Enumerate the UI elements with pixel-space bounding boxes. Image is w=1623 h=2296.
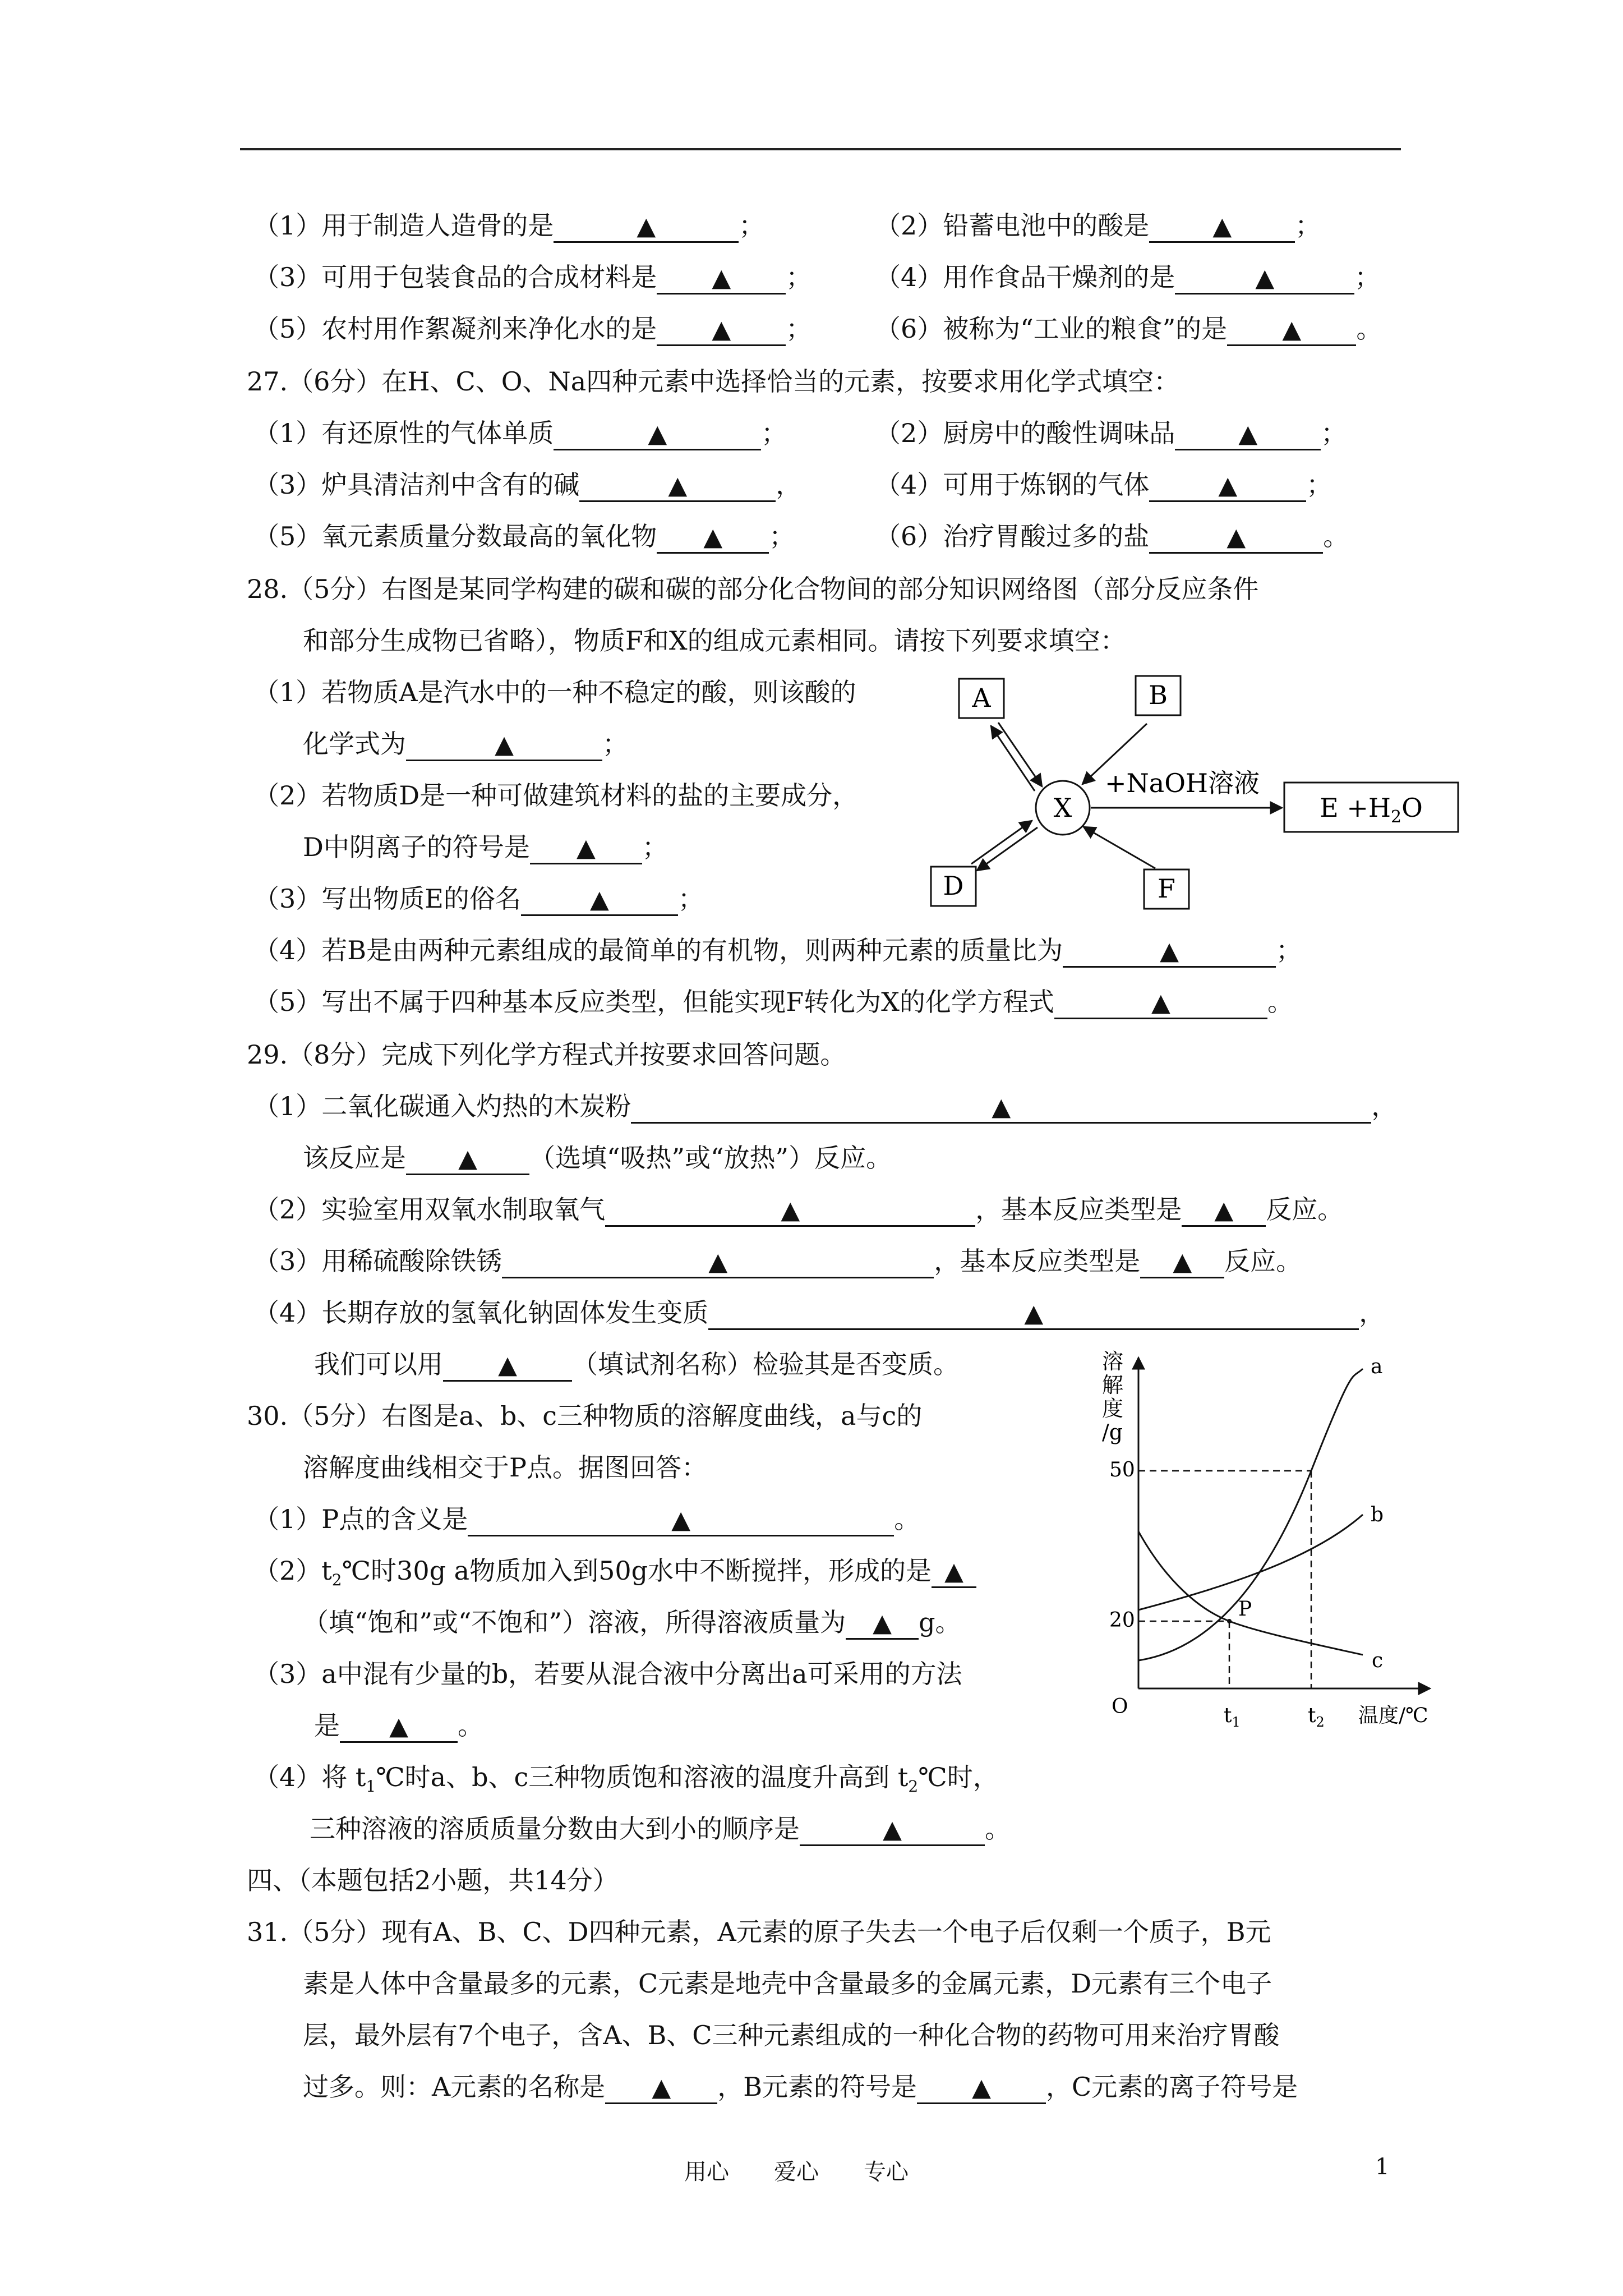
answer-blank[interactable]: ▲ [468,1504,894,1536]
answer-blank[interactable]: ▲ [1063,936,1276,968]
q28-item-4: （4）若B是由两种元素组成的最简单的有机物，则两种元素的质量比为 ▲ ； [253,933,1302,968]
q27-item-2: （2）厨房中的酸性调味品 ▲ ； [875,416,1347,450]
answer-blank[interactable]: ▲ [1149,522,1323,554]
arrow-a-x [998,723,1042,786]
q27-item-4: （4）可用于炼钢的气体 ▲ ； [875,468,1332,502]
q28-item-1a: （1）若物质A是汽水中的一种不稳定的酸，则该酸的 [253,677,856,707]
q29-item-3: （3）用稀硫酸除铁锈 ▲ ，基本反应类型是 ▲ 反应。 [253,1244,1302,1278]
footer-text-1: 用心 [684,2159,729,2185]
section-4-heading: 四、（本题包括2小题，共14分） [247,1865,619,1895]
svg-text:F: F [1158,873,1175,904]
intersection-label-p: P [1238,1598,1252,1621]
arrow-x-a [991,726,1035,791]
q28-item-5: （5）写出不属于四种基本反应类型，但能实现F转化为X的化学方程式 ▲ 。 [253,985,1293,1019]
q30-item-4b: 三种溶液的溶质质量分数由大到小的顺序是 ▲ 。 [310,1812,1011,1846]
svg-text:D: D [943,871,964,901]
svg-text:X: X [1053,793,1072,823]
q29-item-4a: （4）长期存放的氢氧化钠固体发生变质 ▲ ， [253,1296,1385,1330]
answer-blank[interactable]: ▲ [708,1298,1359,1330]
node-f [1144,869,1189,909]
node-e-water [1284,783,1458,832]
q30-item-2a: $(2)t_2℃$时30g a物质加入到50g水中不断搅拌，形成的是 ▲ [253,1554,976,1597]
q30-item-4a: （4）将 $t_1℃$时a、b、c三种物质饱和溶液的温度升高到 $t_2℃$时， [253,1762,999,1796]
q28-item-2b: D中阴离子的符号是 ▲ ； [303,830,668,864]
page-number: 1 [1375,2154,1390,2180]
answer-blank[interactable]: ▲ [1149,470,1306,502]
q29-item-1b: 该反应是 ▲ （选填“吸热”或“放热”）反应。 [303,1141,892,1175]
answer-blank[interactable]: ▲ [657,522,769,554]
reagent-label: +NaOH溶液 [1105,768,1260,798]
arrow-f-x [1083,827,1155,868]
x-tick-t2: $t_2$ [1308,1704,1325,1730]
q29-item-2: （2）实验室用双氧水制取氧气 ▲ ，基本反应类型是 ▲ 反应。 [253,1193,1343,1227]
q30-item-2b: （填“饱和”或“不饱和”）溶液，所得溶液质量为 ▲ g。 [303,1605,961,1640]
arrow-d-x [971,821,1032,864]
origin-label: O [1112,1695,1128,1718]
series-label-b: b [1371,1503,1384,1526]
q28-item-3: （3）写出物质E的俗名 ▲ ； [253,882,704,916]
svg-text:B: B [1149,680,1168,710]
answer-blank[interactable]: ▲ [1182,1195,1266,1227]
answer-blank[interactable]: ▲ [605,2072,717,2104]
x-tick-t1: $t_1$ [1224,1704,1241,1730]
answer-blank[interactable]: ▲ [406,729,602,761]
answer-blank[interactable]: ▲ [530,832,642,864]
series-label-c: c [1372,1649,1384,1672]
q26-item-6: （6）被称为“工业的粮食”的是 ▲ 。 [875,312,1382,346]
q27-item-5: （5）氧元素质量分数最高的氧化物 ▲ ； [253,519,795,554]
node-b [1136,676,1181,715]
carbon-network-diagram [920,662,1469,920]
node-x [1036,781,1090,835]
q30-item-1: （1）P点的含义是 ▲ 。 [253,1502,920,1536]
answer-blank[interactable]: ▲ [340,1711,458,1743]
answer-blank[interactable]: ▲ [657,263,786,295]
answer-blank[interactable]: ▲ [605,1195,975,1227]
answer-blank[interactable]: ▲ [657,314,786,346]
answer-blank[interactable]: ▲ [1175,263,1354,295]
q29-item-1a: （1）二氧化碳通入灼热的木炭粉 ▲ ， [253,1089,1397,1124]
q28-title: 28.（5分）右图是某同学构建的碳和碳的部分化合物间的部分知识网络图（部分反应条件 [247,574,1259,604]
intersection-point-p [1227,1619,1232,1623]
answer-blank[interactable]: ▲ [554,418,761,450]
answer-blank[interactable]: ▲ [1175,418,1321,450]
q28-item-1b: 化学式为 ▲ ； [303,727,628,761]
series-b-curve [1138,1515,1363,1610]
chart-guides [1138,1471,1311,1688]
answer-blank[interactable]: ▲ [521,884,678,916]
q29-item-4b: 我们可以用 ▲ （填试剂名称）检验其是否变质。 [314,1347,959,1382]
y-tick-50: 50 [1109,1458,1135,1481]
q30-item-3a: （3）a中混有少量的b，若要从混合液中分离出a可采用的方法 [253,1659,962,1689]
y-tick-20: 20 [1109,1609,1135,1632]
x-axis-label: 温度/℃ [1358,1704,1428,1727]
series-label-a: a [1371,1355,1383,1378]
q26-item-1: （1）用于制造人造骨的是 ▲ ； [253,209,764,243]
q30-title-cont: 溶解度曲线相交于P点。据图回答： [303,1452,707,1483]
answer-blank[interactable]: ▲ [631,1092,1371,1124]
answer-blank[interactable]: ▲ [1227,314,1356,346]
answer-blank[interactable]: ▲ [1140,1246,1224,1278]
answer-blank[interactable]: ▲ [443,1350,572,1382]
svg-text:A: A [972,683,991,713]
header-rule [240,148,1401,150]
q26-item-2: （2）铅蓄电池中的酸是 ▲ ； [875,209,1321,243]
q31-line-3: 层，最外层有7个电子，含A、B、C三种元素组成的一种化合物的药物可用来治疗胃酸 [303,2020,1280,2050]
q31-line-1: 31.（5分）现有A、B、C、D四种元素，A元素的原子失去一个电子后仅剩一个质子，B元 [247,1917,1271,1947]
answer-blank[interactable]: ▲ [932,1556,976,1588]
q27-item-1: （1）有还原性的气体单质 ▲ ； [253,416,787,450]
svg-text:E +H2O: $E +H_2O$ [1320,793,1423,827]
footer-text-3: 专心 [864,2159,909,2185]
node-a [959,679,1004,718]
answer-blank[interactable]: ▲ [406,1143,529,1175]
answer-blank[interactable]: ▲ [800,1814,985,1846]
node-d [931,867,976,906]
arrow-x-d [977,827,1038,871]
q30-item-3b: 是 ▲ 。 [314,1709,483,1743]
q31-line-4: 过多。则：A元素的名称是 ▲ ，B元素的符号是 ▲ ，C元素的离子符号是 [303,2070,1298,2104]
answer-blank[interactable]: ▲ [846,1608,919,1640]
q26-item-3: （3）可用于包装食品的合成材料是 ▲ ； [253,260,811,295]
answer-blank[interactable]: ▲ [502,1246,934,1278]
y-axis-label: 溶解度/g [1102,1349,1124,1444]
q31-line-2: 素是人体中含量最多的元素，C元素是地壳中含量最多的金属元素，D元素有三个电子 [303,1968,1272,1999]
solubility-chart [1099,1346,1458,1739]
answer-blank[interactable]: ▲ [917,2072,1046,2104]
q28-title-cont: 和部分生成物已省略），物质F和X的组成元素相同。请按下列要求填空： [303,625,1126,656]
q27-item-3: （3）炉具清洁剂中含有的碱 ▲ ， [253,468,801,502]
series-c-curve [1138,1531,1363,1655]
q27-title: 27.（6分）在H、C、O、Na四种元素中选择恰当的元素，按要求用化学式填空： [247,366,1180,397]
footer-text-2: 爱心 [774,2159,819,2185]
answer-blank[interactable]: ▲ [554,211,739,243]
q29-title: 29.（8分）完成下列化学方程式并按要求回答问题。 [247,1039,846,1070]
q26-item-4: （4）用作食品干燥剂的是 ▲ ； [875,260,1380,295]
answer-blank[interactable]: ▲ [579,470,776,502]
q27-item-6: （6）治疗胃酸过多的盐 ▲ 。 [875,519,1349,554]
answer-blank[interactable]: ▲ [1054,987,1267,1019]
q28-item-2a: （2）若物质D是一种可做建筑材料的盐的主要成分， [253,780,859,811]
answer-blank[interactable]: ▲ [1149,211,1295,243]
q26-item-5: （5）农村用作絮凝剂来净化水的是 ▲ ； [253,312,811,346]
q30-title: 30.（5分）右图是a、b、c三种物质的溶解度曲线，a与c的 [247,1401,923,1431]
